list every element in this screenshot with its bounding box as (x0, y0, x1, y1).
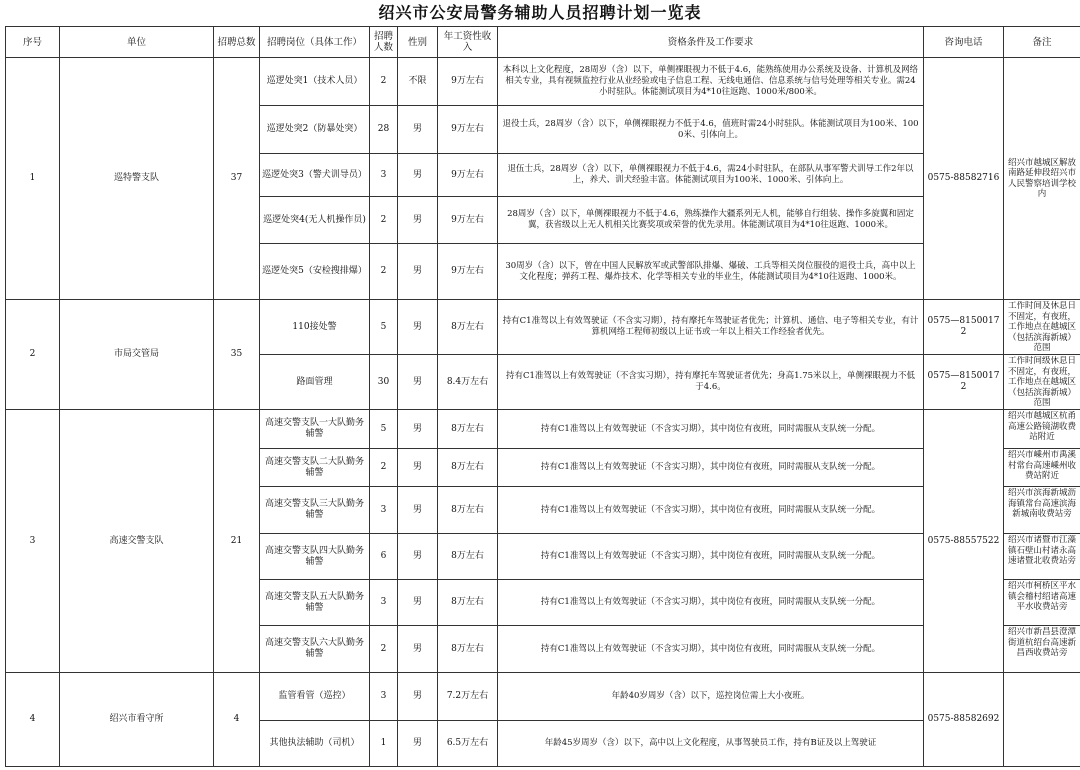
post-requirements: 持有C1准驾以上有效驾驶证（不含实习期），其中岗位有夜班，同时需服从支队统一分配。 (498, 580, 924, 626)
post-count: 28 (370, 106, 398, 154)
header-no: 序号 (6, 27, 60, 58)
post-note (1004, 534, 1080, 580)
header-phone: 咨询电话 (924, 27, 1004, 58)
post-name: 110接处警 (260, 300, 370, 355)
post-count: 2 (370, 244, 398, 300)
document-title: 绍兴市公安局警务辅助人员招聘计划一览表 (378, 3, 702, 22)
post-count: 6 (370, 534, 398, 580)
post-gender: 男 (398, 300, 438, 355)
post-count: 5 (370, 300, 398, 355)
post-count: 5 (370, 410, 398, 449)
post-requirements: 持有C1准驾以上有效驾驶证（不含实习期），其中岗位有夜班，同时需服从支队统一分配。 (498, 534, 924, 580)
recruitment-table (5, 26, 1080, 767)
unit-note: 绍兴市越城区解放南路延伸段绍兴市人民警察培训学校内 (1004, 58, 1080, 300)
post-requirements: 持有C1准驾以上有效驾驶证（不含实习期），其中岗位有夜班，同时需服从支队统一分配。 (498, 410, 924, 449)
post-name: 巡逻处突3（警犬训导员） (260, 154, 370, 197)
post-count: 1 (370, 721, 398, 767)
post-requirements: 退役士兵，28周岁（含）以下，单侧裸眼视力不低于4.6，值班时需24小时驻队。体能测试项目为100米、1000米、引体向上。 (498, 106, 924, 154)
post-gender: 男 (398, 154, 438, 197)
post-note-text: 绍兴市滨海新城沥海镇常台高速滨海新城南收费站旁 (1007, 488, 1076, 519)
unit-total: 21 (214, 410, 260, 673)
post-salary: 8万左右 (438, 580, 498, 626)
post-note (1004, 487, 1080, 534)
post-requirements: 28周岁（含）以下，单侧裸眼视力不低于4.6，熟练操作大疆系列无人机，能够自行组装、操作多旋翼和固定翼，获省级以上无人机相关比赛奖项或荣誉的优先录用。体能测试项目为4*10往返跑、1000米。 (498, 197, 924, 244)
unit-total: 35 (214, 300, 260, 410)
post-note (1004, 626, 1080, 673)
post-count: 3 (370, 580, 398, 626)
post-salary: 8万左右 (438, 410, 498, 449)
post-note (1004, 300, 1080, 355)
post-gender: 男 (398, 673, 438, 721)
table-row (6, 410, 1080, 449)
post-gender: 男 (398, 197, 438, 244)
unit-total: 4 (214, 673, 260, 767)
post-salary: 9万左右 (438, 106, 498, 154)
post-salary: 7.2万左右 (438, 673, 498, 721)
unit-name: 绍兴市看守所 (60, 673, 214, 767)
post-name: 高速交警支队一大队勤务辅警 (260, 410, 370, 449)
post-salary: 9万左右 (438, 58, 498, 106)
unit-phone: 0575-88582692 (924, 673, 1004, 767)
post-requirements: 退伍士兵，28周岁（含）以下，单侧裸眼视力不低于4.6，需24小时驻队，在部队从事军警犬训导工作2年以上，养犬、训犬经验丰富。体能测试项目为100米、1000米、引体向上。 (498, 154, 924, 197)
header-unit: 单位 (60, 27, 214, 58)
post-count: 30 (370, 355, 398, 410)
post-gender: 男 (398, 487, 438, 534)
unit-note (1004, 673, 1080, 767)
post-count: 2 (370, 449, 398, 487)
post-phone: 0575—81500172 (924, 355, 1004, 410)
post-count: 2 (370, 58, 398, 106)
post-salary: 6.5万左右 (438, 721, 498, 767)
post-gender: 不限 (398, 58, 438, 106)
post-name: 巡逻处突2（防暴处突） (260, 106, 370, 154)
unit-name: 高速交警支队 (60, 410, 214, 673)
post-gender: 男 (398, 449, 438, 487)
post-note (1004, 410, 1080, 449)
header-gender: 性别 (398, 27, 438, 58)
post-requirements: 持有C1准驾以上有效驾驶证（不含实习期），持有摩托车驾驶证者优先；计算机、通信、电子等相关专业，有计算机网络工程师初级以上证书或一年以上相关工作经验者优先。 (498, 300, 924, 355)
post-note (1004, 449, 1080, 487)
post-salary: 9万左右 (438, 197, 498, 244)
unit-name: 市局交管局 (60, 300, 214, 410)
header-row (6, 27, 1080, 58)
post-count: 3 (370, 487, 398, 534)
post-name: 巡逻处突4(无人机操作员) (260, 197, 370, 244)
post-name: 路面管理 (260, 355, 370, 410)
post-requirements: 30周岁（含）以下，曾在中国人民解放军或武警部队排爆、爆破、工兵等相关岗位服役的退役士兵，高中以上文化程度；弹药工程、爆炸技术、化学等相关专业的毕业生，体能测试项目为4*10往返跑、1000米。 (498, 244, 924, 300)
post-gender: 男 (398, 410, 438, 449)
unit-name: 巡特警支队 (60, 58, 214, 300)
post-gender: 男 (398, 626, 438, 673)
unit-no: 1 (6, 58, 60, 300)
post-gender: 男 (398, 355, 438, 410)
post-count: 3 (370, 154, 398, 197)
post-requirements: 持有C1准驾以上有效驾驶证（不含实习期），其中岗位有夜班，同时需服从支队统一分配。 (498, 449, 924, 487)
unit-no: 3 (6, 410, 60, 673)
post-gender: 男 (398, 580, 438, 626)
post-salary: 8万左右 (438, 300, 498, 355)
post-note-text: 绍兴市诸暨市江藻镇石壁山村诸永高速诸暨北收费站旁 (1007, 535, 1076, 566)
post-requirements: 持有C1准驾以上有效驾驶证（不含实习期），持有摩托车驾驶证者优先；身高1.75米以上，单侧裸眼视力不低于4.6。 (498, 355, 924, 410)
header-count: 招聘人数 (370, 27, 398, 58)
post-count: 3 (370, 673, 398, 721)
post-salary: 8万左右 (438, 449, 498, 487)
post-salary: 8.4万左右 (438, 355, 498, 410)
post-requirements: 年龄45岁周岁（含）以下，高中以上文化程度，从事驾驶员工作，持有B证及以上驾驶证 (498, 721, 924, 767)
post-name: 高速交警支队四大队勤务辅警 (260, 534, 370, 580)
post-name: 高速交警支队二大队勤务辅警 (260, 449, 370, 487)
table-row (6, 300, 1080, 355)
header-total: 招聘总数 (214, 27, 260, 58)
table-row (6, 673, 1080, 721)
unit-total: 37 (214, 58, 260, 300)
post-salary: 9万左右 (438, 244, 498, 300)
post-note-text: 工作时间级休息日不固定，有夜班，工作地点在越城区（包括滨海新城）范围 (1007, 356, 1076, 408)
post-requirements: 年龄40岁周岁（含）以下，巡控岗位需上大小夜班。 (498, 673, 924, 721)
post-note (1004, 580, 1080, 626)
post-name: 巡逻处突5（安检搜排爆） (260, 244, 370, 300)
header-salary: 年工资性收入 (438, 27, 498, 58)
post-count: 2 (370, 197, 398, 244)
post-salary: 9万左右 (438, 154, 498, 197)
post-name: 高速交警支队三大队勤务辅警 (260, 487, 370, 534)
post-note-text: 绍兴市柯桥区平水镇会稽村绍诸高速平水收费站旁 (1007, 581, 1076, 612)
post-name: 其他执法辅助（司机） (260, 721, 370, 767)
post-name: 监管看管（巡控） (260, 673, 370, 721)
unit-phone: 0575-88582716 (924, 58, 1004, 300)
post-note-text: 绍兴市越城区杭甬高速公路镜湖收费站附近 (1007, 411, 1076, 442)
post-salary: 8万左右 (438, 626, 498, 673)
post-note-text: 绍兴市新昌县澄潭街道杭绍台高速新昌西收费站旁 (1007, 627, 1076, 658)
post-requirements: 持有C1准驾以上有效驾驶证（不含实习期），其中岗位有夜班，同时需服从支队统一分配。 (498, 487, 924, 534)
unit-no: 2 (6, 300, 60, 410)
header-post: 招聘岗位（具体工作） (260, 27, 370, 58)
post-phone: 0575—81500172 (924, 300, 1004, 355)
post-gender: 男 (398, 244, 438, 300)
post-name: 巡逻处突1（技术人员） (260, 58, 370, 106)
post-salary: 8万左右 (438, 534, 498, 580)
header-requirements: 资格条件及工作要求 (498, 27, 924, 58)
post-requirements: 本科以上文化程度，28周岁（含）以下，单侧裸眼视力不低于4.6，能熟练使用办公系统及设备、计算机及网络相关专业，具有视频监控行业从业经验或电子信息工程、无线电通信、信息系统与信号处理等相关专业。需24小时驻队。体能测试项目为4*10往返跑、1000米/800米。 (498, 58, 924, 106)
post-note-text: 绍兴市嵊州市禹溪村常台高速嵊州收费站附近 (1007, 450, 1076, 481)
unit-phone: 0575-88557522 (924, 410, 1004, 673)
post-gender: 男 (398, 721, 438, 767)
post-name: 高速交警支队六大队勤务辅警 (260, 626, 370, 673)
post-note (1004, 355, 1080, 410)
post-note-text: 工作时间及休息日不固定，有夜班，工作地点在越城区（包括滨海新城）范围 (1007, 301, 1076, 353)
post-gender: 男 (398, 534, 438, 580)
post-salary: 8万左右 (438, 487, 498, 534)
post-gender: 男 (398, 106, 438, 154)
header-note: 备注 (1004, 27, 1080, 58)
post-count: 2 (370, 626, 398, 673)
post-name: 高速交警支队五大队勤务辅警 (260, 580, 370, 626)
table-row (6, 58, 1080, 106)
unit-no: 4 (6, 673, 60, 767)
post-requirements: 持有C1准驾以上有效驾驶证（不含实习期），其中岗位有夜班，同时需服从支队统一分配。 (498, 626, 924, 673)
